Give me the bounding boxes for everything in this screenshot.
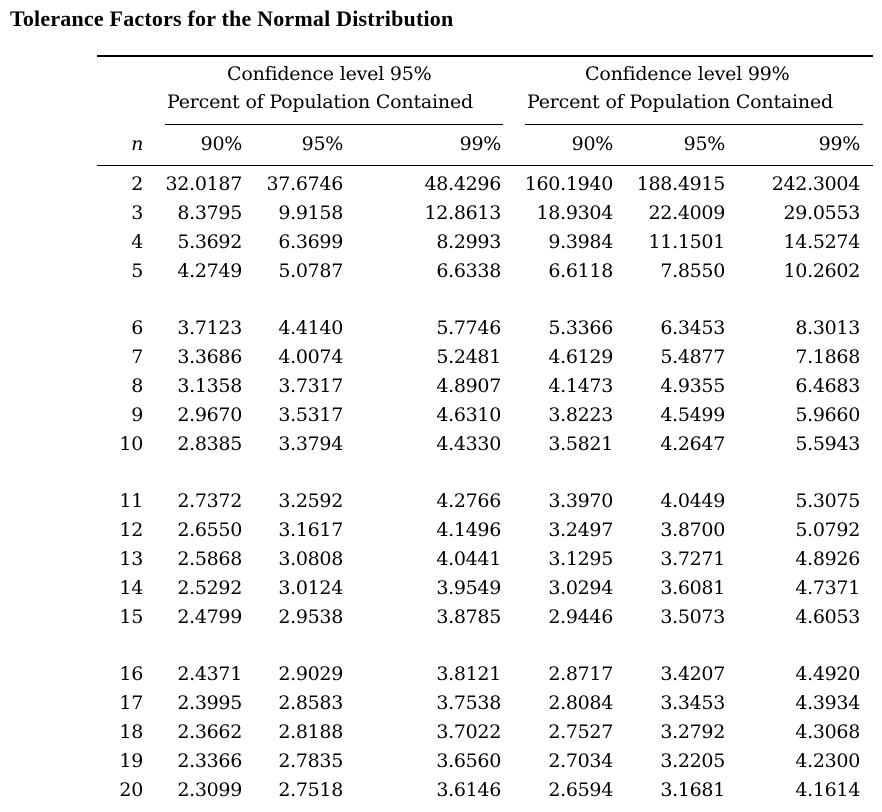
table-cell: 2.7835	[278, 750, 343, 772]
row-n-value: 17	[119, 692, 143, 714]
table-cell: 8.3013	[795, 317, 860, 339]
table-cell: 2.7372	[177, 490, 242, 512]
group1-population-label: Percent of Population Contained	[167, 91, 473, 113]
table-cell: 5.0792	[795, 519, 860, 541]
group2-confidence-label: Confidence level 99%	[585, 63, 790, 85]
table-cell: 242.3004	[771, 173, 860, 195]
table-cell: 6.4683	[795, 375, 860, 397]
table-cell: 3.1295	[548, 548, 613, 570]
table-cell: 2.3662	[177, 721, 242, 743]
table-cell: 3.5821	[548, 433, 613, 455]
table-cell: 2.5292	[177, 577, 242, 599]
table-cell: 2.3366	[177, 750, 242, 772]
table-cell: 3.0808	[278, 548, 343, 570]
table-cell: 32.0187	[165, 173, 242, 195]
table-cell: 3.0124	[278, 577, 343, 599]
row-n-value: 15	[119, 606, 143, 628]
table-cell: 4.0441	[436, 548, 501, 570]
table-cell: 7.1868	[795, 346, 860, 368]
table-cell: 11.1501	[648, 231, 725, 253]
row-n-value: 8	[131, 375, 143, 397]
table-cell: 2.4799	[177, 606, 242, 628]
table-cell: 6.6118	[548, 260, 613, 282]
table-cell: 2.9029	[278, 663, 343, 685]
row-n-value: 3	[131, 202, 143, 224]
table-cell: 3.5317	[278, 404, 343, 426]
table-cell: 4.1614	[795, 779, 860, 801]
table-cell: 3.7123	[177, 317, 242, 339]
table-cell: 3.2205	[660, 750, 725, 772]
table-cell: 5.9660	[795, 404, 860, 426]
table-cell: 3.2792	[660, 721, 725, 743]
table-cell: 6.3453	[660, 317, 725, 339]
table-cell: 4.5499	[660, 404, 725, 426]
row-n-value: 2	[131, 173, 143, 195]
table-cell: 3.7271	[660, 548, 725, 570]
column-header-pct: 95%	[683, 133, 725, 155]
table-cell: 2.8084	[548, 692, 613, 714]
table-cell: 3.3794	[278, 433, 343, 455]
table-cell: 7.8550	[660, 260, 725, 282]
table-cell: 5.3692	[177, 231, 242, 253]
column-header-pct: 99%	[459, 133, 501, 155]
row-n-value: 14	[119, 577, 143, 599]
table-cell: 6.3699	[278, 231, 343, 253]
row-n-value: 13	[119, 548, 143, 570]
group1-confidence-label: Confidence level 95%	[227, 63, 432, 85]
table-cell: 4.4140	[278, 317, 343, 339]
table-cell: 6.6338	[436, 260, 501, 282]
row-n-value: 9	[131, 404, 143, 426]
table-header-rule	[97, 165, 873, 166]
table-cell: 3.8121	[436, 663, 501, 685]
table-cell: 9.9158	[278, 202, 343, 224]
row-n-value: 12	[119, 519, 143, 541]
table-cell: 3.6146	[436, 779, 501, 801]
table-cell: 3.3453	[660, 692, 725, 714]
table-cell: 2.5868	[177, 548, 242, 570]
table-cell: 3.0294	[548, 577, 613, 599]
table-cell: 4.1496	[436, 519, 501, 541]
table-cell: 3.9549	[436, 577, 501, 599]
table-cell: 2.6594	[548, 779, 613, 801]
table-cell: 5.3075	[795, 490, 860, 512]
table-cell: 4.6310	[436, 404, 501, 426]
table-cell: 2.8188	[278, 721, 343, 743]
table-cell: 9.3984	[548, 231, 613, 253]
table-cell: 5.2481	[436, 346, 501, 368]
table-cell: 4.8926	[795, 548, 860, 570]
table-cell: 4.2300	[795, 750, 860, 772]
column-header-pct: 95%	[301, 133, 343, 155]
row-n-value: 16	[119, 663, 143, 685]
table-cell: 3.7538	[436, 692, 501, 714]
table-cell: 3.2497	[548, 519, 613, 541]
row-n-value: 7	[131, 346, 143, 368]
table-cell: 3.6081	[660, 577, 725, 599]
table-cell: 2.7034	[548, 750, 613, 772]
table-cell: 22.4009	[648, 202, 725, 224]
table-cell: 2.3099	[177, 779, 242, 801]
column-header-pct: 90%	[200, 133, 242, 155]
row-n-value: 18	[119, 721, 143, 743]
table-top-rule	[97, 55, 873, 57]
table-cell: 8.3795	[177, 202, 242, 224]
table-cell: 5.5943	[795, 433, 860, 455]
row-n-value: 19	[119, 750, 143, 772]
column-header-pct: 99%	[818, 133, 860, 155]
table-cell: 14.5274	[783, 231, 860, 253]
table-cell: 2.4371	[177, 663, 242, 685]
table-cell: 4.8907	[436, 375, 501, 397]
group2-header-rule	[525, 124, 863, 125]
table-cell: 48.4296	[424, 173, 501, 195]
table-cell: 4.9355	[660, 375, 725, 397]
table-cell: 2.9446	[548, 606, 613, 628]
table-cell: 4.3934	[795, 692, 860, 714]
row-n-value: 20	[119, 779, 143, 801]
table-cell: 4.2647	[660, 433, 725, 455]
table-cell: 188.4915	[636, 173, 725, 195]
table-cell: 3.8223	[548, 404, 613, 426]
table-cell: 3.8700	[660, 519, 725, 541]
table-cell: 2.3995	[177, 692, 242, 714]
column-header-pct: 90%	[571, 133, 613, 155]
table-cell: 2.6550	[177, 519, 242, 541]
table-cell: 4.3068	[795, 721, 860, 743]
table-cell: 3.1617	[278, 519, 343, 541]
page-title: Tolerance Factors for the Normal Distribution	[10, 6, 454, 31]
table-cell: 4.4330	[436, 433, 501, 455]
table-cell: 4.2749	[177, 260, 242, 282]
table-cell: 18.9304	[536, 202, 613, 224]
table-cell: 4.4920	[795, 663, 860, 685]
table-cell: 3.1681	[660, 779, 725, 801]
table-cell: 160.1940	[524, 173, 613, 195]
table-cell: 4.2766	[436, 490, 501, 512]
table-cell: 2.7527	[548, 721, 613, 743]
table-cell: 3.3686	[177, 346, 242, 368]
table-cell: 29.0553	[783, 202, 860, 224]
row-n-value: 6	[131, 317, 143, 339]
table-cell: 5.0787	[278, 260, 343, 282]
table-cell: 4.6053	[795, 606, 860, 628]
table-cell: 5.7746	[436, 317, 501, 339]
table-cell: 3.7022	[436, 721, 501, 743]
table-cell: 3.7317	[278, 375, 343, 397]
group1-header-rule	[165, 124, 503, 125]
table-cell: 4.1473	[548, 375, 613, 397]
table-cell: 37.6746	[266, 173, 343, 195]
table-cell: 5.4877	[660, 346, 725, 368]
table-cell: 4.7371	[795, 577, 860, 599]
table-cell: 3.5073	[660, 606, 725, 628]
table-cell: 3.4207	[660, 663, 725, 685]
row-n-value: 4	[131, 231, 143, 253]
table-cell: 2.8583	[278, 692, 343, 714]
table-cell: 2.8717	[548, 663, 613, 685]
table-cell: 3.1358	[177, 375, 242, 397]
row-n-value: 11	[119, 490, 143, 512]
table-cell: 2.9538	[278, 606, 343, 628]
table-cell: 2.9670	[177, 404, 242, 426]
table-cell: 8.2993	[436, 231, 501, 253]
table-cell: 10.2602	[783, 260, 860, 282]
table-cell: 3.8785	[436, 606, 501, 628]
table-cell: 3.3970	[548, 490, 613, 512]
table-cell: 12.8613	[424, 202, 501, 224]
table-cell: 3.6560	[436, 750, 501, 772]
table-cell: 4.6129	[548, 346, 613, 368]
table-cell: 4.0449	[660, 490, 725, 512]
table-cell: 4.0074	[278, 346, 343, 368]
row-n-value: 5	[131, 260, 143, 282]
group2-population-label: Percent of Population Contained	[527, 91, 833, 113]
table-cell: 2.7518	[278, 779, 343, 801]
table-cell: 2.8385	[177, 433, 242, 455]
column-header-n: n	[131, 133, 143, 155]
table-cell: 3.2592	[278, 490, 343, 512]
table-cell: 5.3366	[548, 317, 613, 339]
row-n-value: 10	[119, 433, 143, 455]
